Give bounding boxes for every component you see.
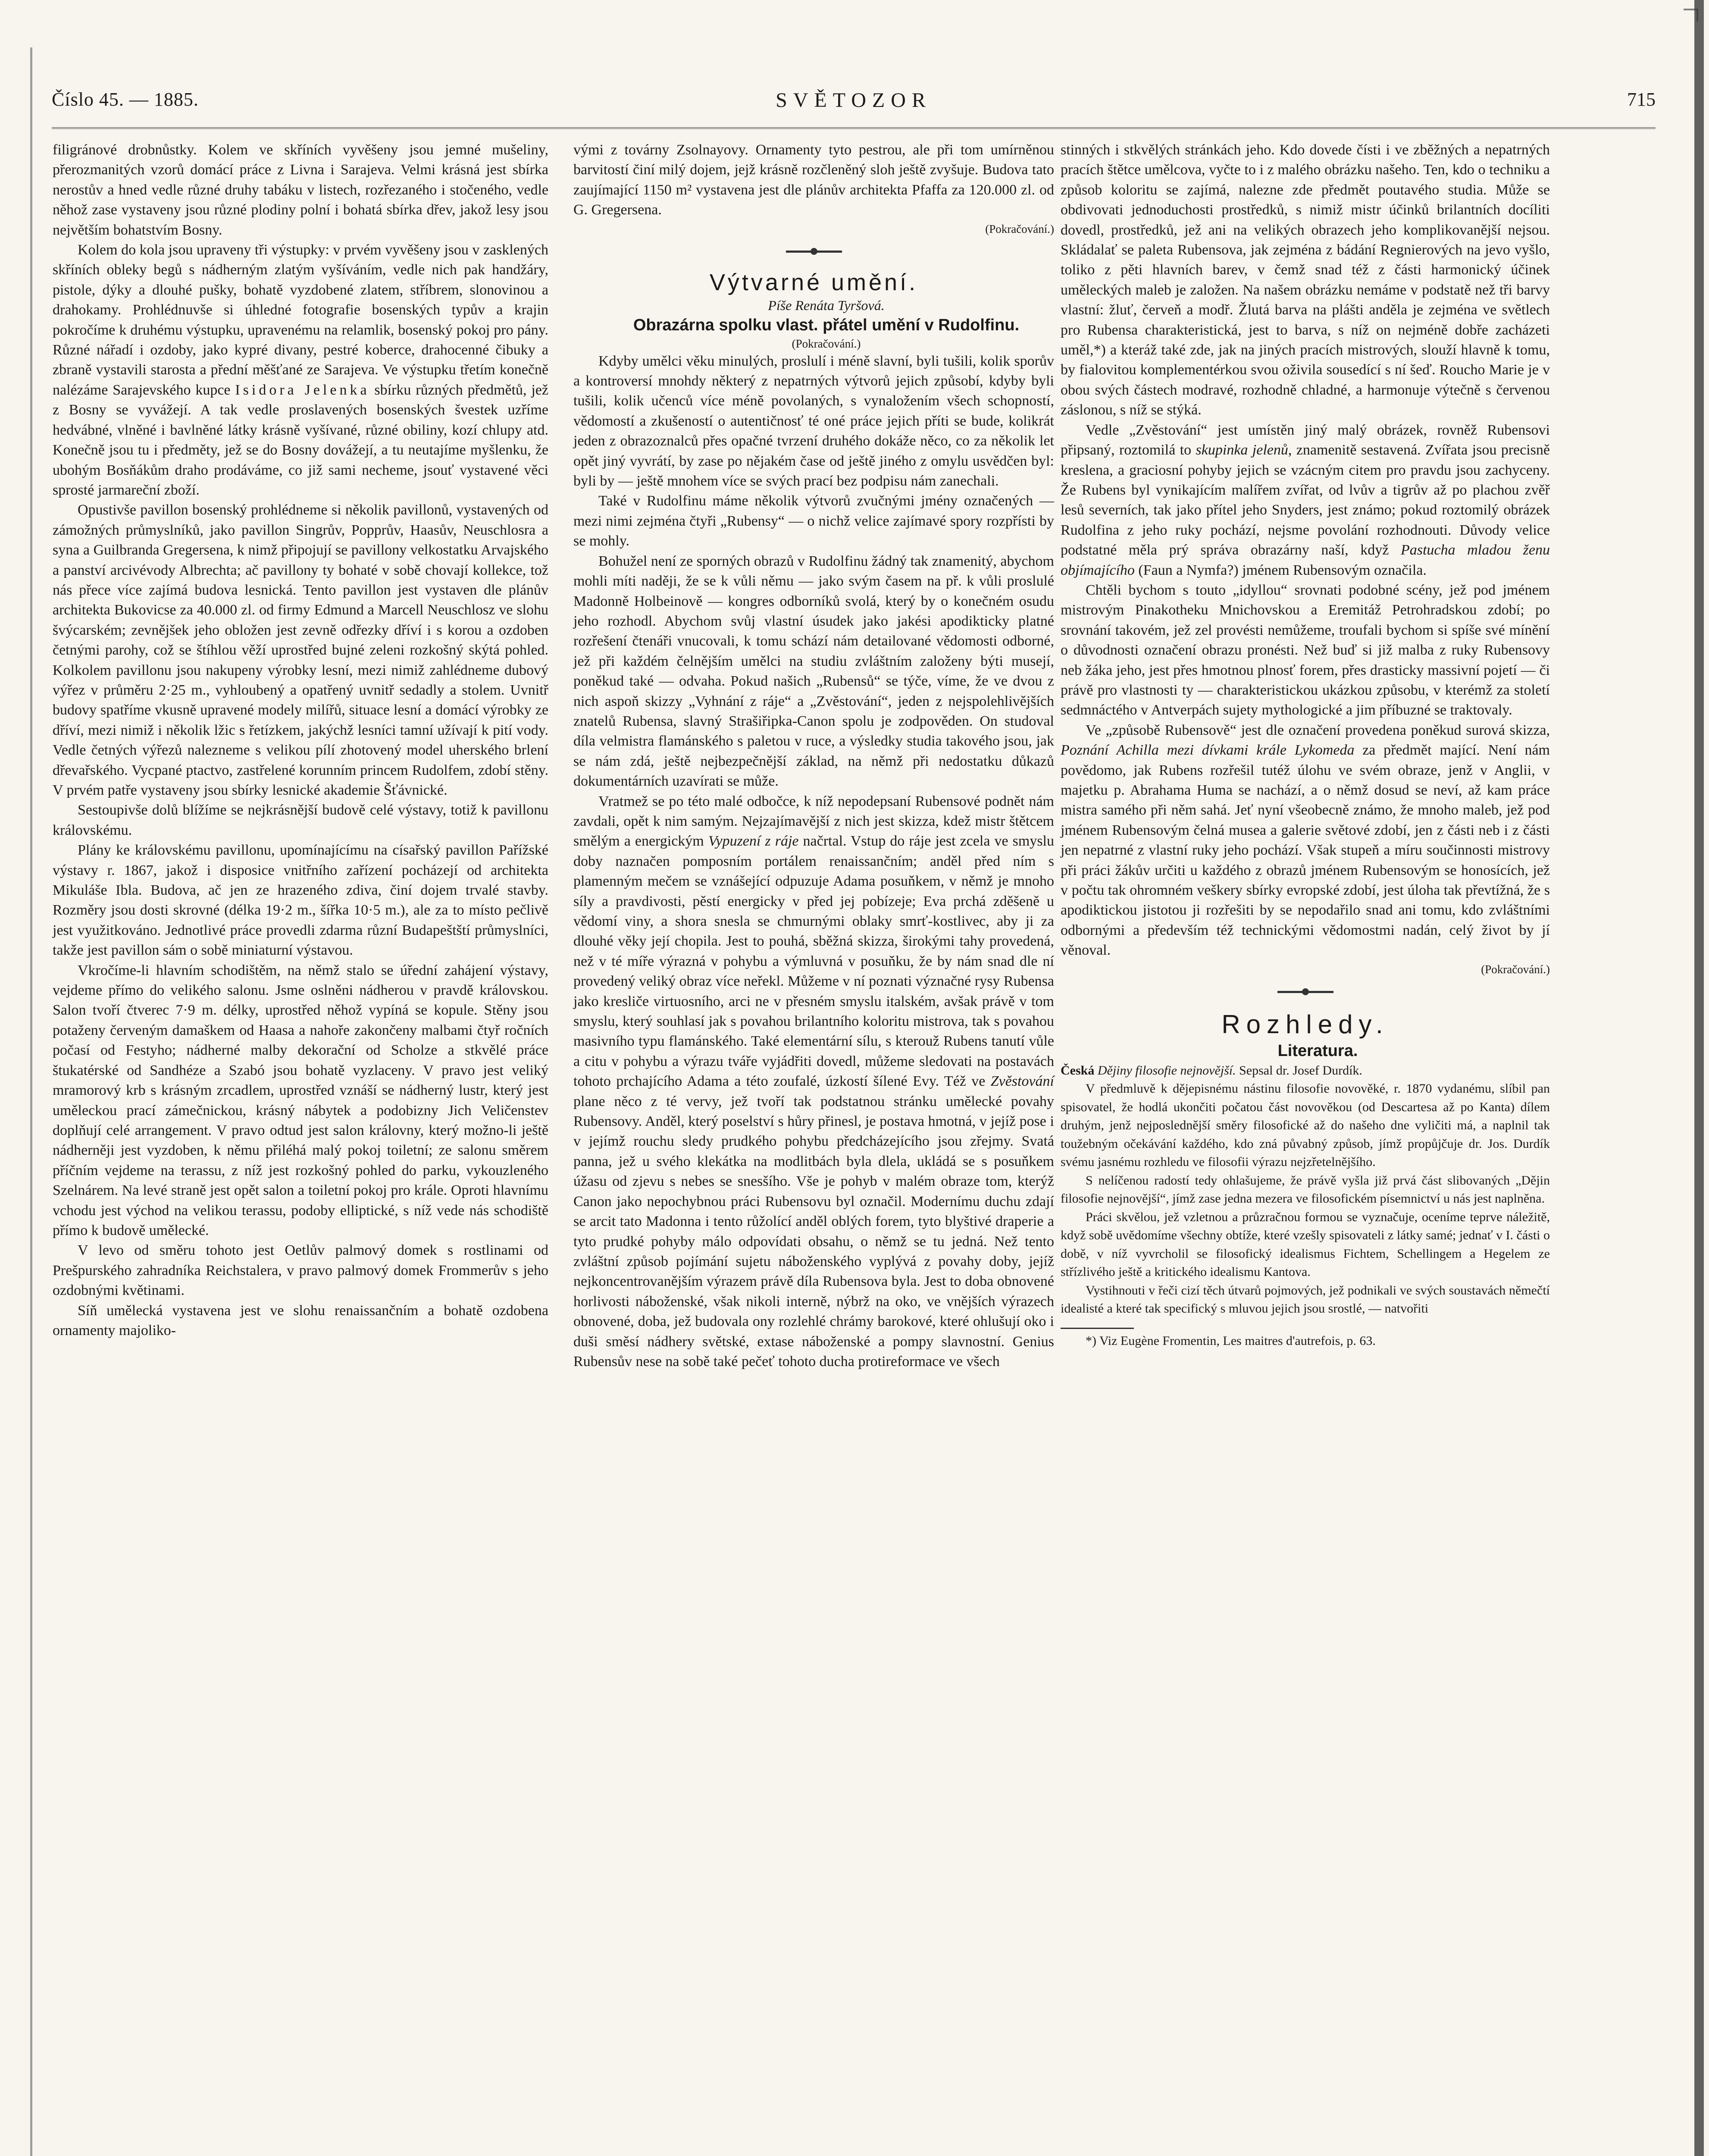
page-number: 715 — [1627, 89, 1656, 110]
article-author: Píše Renáta Tyršová. — [768, 297, 885, 313]
paragraph: Vystihnouti v řeči cizí těch útvarů pojmových, jež podnikali ve svých soustavách němečtí idealisté a které tak specifický s mluvou jejich jsou srostlé, — natvořiti — [1061, 1283, 1550, 1316]
paragraph: Také v Rudolfinu máme několik výtvorů zvučnými jmény označených — mezi nimi zejména čtyři „Rubensy“ — o nichž velice zajímavé spory rozpřísti by se mohly. — [573, 493, 1054, 549]
paragraph: Kolem do kola jsou upraveny tři výstupky: v prvém vyvěšeny jsou v zasklených skříních obleky begů s nádherným zlatým vyšíváním, vedle nich pak handžáry, pistole, dýky a dlouhé pušky, bohatě vyzdobené zlatem, stříbrem, slonovinou a drahokamy. Prohlédnuvše si úhledné fotografie bosenských typův a krajin pokročíme k druhému výstupku, upravenému na relamlik, bosenský pokoj pro pány. Různé nářadí i ozdoby, jako kypré divany, pestré koberce, drahocenné čibuky a zbraně vystavili starosta a přední měšťané ze Sarajeva. Ve výstupku třetím konečně nalézáme Sarajevského kupce Isidora Jelenka sbírku různých předmětů, jež z Bosny se vyvážejí. A tak vedle proslavených bosenských švestek uzříme hedvábné, vlněné i bavlněné látky krásně vyšívané, různé obiliny, kozí chlupy atd. Konečně jsou tu i předměty, jež se do Bosny dovážejí, a tu neutajíme myšlenku, že ubohým Bosňákům draho prodáváme, co již sami necheme, jsouť vystavené věci sprosté jarmareční zboží. — [53, 242, 548, 498]
paragraph: filigránové drobnůstky. Kolem ve skříních vyvěšeny jsou jemné mušeliny, přerozmanitých vzorů domácí práce z Livna i Sarajeva. Velmi krásná jest sbírka nerostův a hned vedle různé druhy tabáku v listech, rozřezaného i stočeného, vedle něhož zase vystaveny jsou různé plodiny polní i bohatá sbírka dřev, jakož lesy jsou největším bohatstvím Bosny. — [53, 142, 548, 238]
paragraph: S nelíčenou radostí tedy ohlašujeme, že právě vyšla již prvá část slibovaných „Dějin filosofie nejnovější“, jímž zase jedna mezera ve filosofickém písemnictví u nás jest naplněna. — [1061, 1173, 1550, 1206]
page-left-edge — [30, 47, 32, 2156]
page-header — [52, 88, 1656, 127]
continuation-note: (Pokračování.) — [1481, 962, 1550, 976]
section-divider — [1061, 978, 1550, 1005]
review-heading: Česká Dějiny filosofie nejnovější. Sepsal dr. Josef Durdík. — [1061, 1063, 1362, 1078]
continuation-label: (Pokračování.) — [792, 337, 861, 350]
paragraph: Plány ke královskému pavillonu, upomínajícímu na císařský pavillon Pařížské výstavy r. 1867, jakož i disposice vnitřního zařízení pocházejí od architekta Mikuláše Ibla. Budova, ač jen ze hrazeného zdiva, činí dojem trvalé stavby. Rozměry jsou dosti skrovné (délka 19·2 m., šířka 10·5 m.), ale za to místo pečlivě jest využitkováno. Jednotlivé práce provedli zdarma různí Budapeštští průmyslníci, takže jest pavillon sám o sobě miniaturní výstavou. — [53, 842, 548, 959]
paragraph: stinných i stkvělých stránkách jeho. Kdo dovede čísti i ve zběžných a nepatrných pracích štětce umělcova, vyčte to i z malého obrázku našeho. Ten, kdo o techniku a způsob koloritu se zajímá, nalezne zde předmět poutavého studia. Může se obdivovati jednoduchosti prostředků, s nimiž mistr účinků brilantních docíliti dovedl, prostředků, jež ani na velikých obrazech jeho komplikovanější nejsou. Skládalať se paleta Rubensova, jak zejména z bádání Regnierových na jevo vyšlo, toliko z pěti hlavních barev, v čemž snad též z části harmonický účinek uměleckých maleb je založen. Na našem obrázku nemáme v podstatě než tři barvy vlastní: žluť, červeň a modř. Žlutá barva na plášti anděla je zejména ve světlech pro Rubensa charakteristická, jest to barva, s níž on nejméně dobře zacházeti uměl,*) a kteráž také zde, jak na jiných pracích mistrových, slouží hlavně k tomu, by fialovitou komplementérkou svou oživila sousedící s ní šeď. Roucho Marie je v obou svých částech modravé, rozhodně chladné, a harmonuje výtečně s červenou záslonou, s níž se stýká. — [1061, 142, 1550, 418]
paragraph: V levo od směru tohoto jest Oetlův palmový domek s rostlinami od Prešpurského zahradníka Reichstalera, v pravo palmový domek Frommerův s jeho ozdobnými květinami. — [53, 1242, 548, 1299]
page-corner-mark — [1684, 9, 1698, 22]
paragraph: Bohužel není ze sporných obrazů v Rudolfinu žádný tak znamenitý, abychom mohli míti naději, že se k vůli němu — jako svým časem na př. k vůli proslulé Madonně Holbeinově — kongres odborníků svolá, který by o konečném osudu jeho rozhodl. Abychom svůj vlastní úsudek jako jakési apodikticky platné rozřešení čtenáři vnucovali, k tomu schází nám detailované vědomosti odborné, jež při každém čelnějším umělci na studiu zvláštním založeny býti musejí, poněkud také — odvaha. Pokud našich „Rubensů“ se týče, víme, že ve dvou z nich aspoň skizzy „Vyhnání z ráje“ a „Zvěstování“, jeden z nejspolehlivějších znatelů Rubensa, slavný Strašiřipka-Canon spolu je zodpověden. On studoval díla velmistra flamánského s paletou v ruce, a výsledky studia takového jsou, jak se nám zdá, ještě nejbezpečnější základ, na němž při nedostatku důkazů dokumentárních uzavírati se může. — [573, 553, 1054, 790]
literature-review — [1061, 1062, 1550, 1318]
footnote-rule — [1061, 1328, 1134, 1329]
section-divider — [573, 238, 1054, 264]
paragraph: Vkročíme-li hlavním schodištěm, na němž stalo se úřední zahájení výstavy, vejdeme přímo do velikého salonu. Jsme oslněni nádherou v pravdě královskou. Salon tvoří čtverec 7·9 m. délky, uprostřed něhož vypíná se kopule. Stěny jsou potaženy červeným damaškem od Haasa a nahoře zakončeny malbami čtyř ročních počasí od Festyho; nádherné malby dekorační od Scholze a stkvělé práce štukatérské od Sandhéze a Szabó jsou bohatě vyzlaceny. V pravo jest veliký mramorový krb s krásným zrcadlem, uprostřed vznáší se nádherný lustr, který jest uměleckou prací zámečnickou, krásný nábytek a podobizny Jich Veličenstev doplňují celé arrangement. V pravo odtud jest salon královny, který možno-li ještě nádherněji jest vyzdoben, k němu přiléhá malý pokoj toiletní; ze salonu směrem příčním vejdeme na terassu, z níž jest rozkošný pohled do parku, vykouzleného Szelnárem. Na levé straně jest opět salon a toiletní pokoj pro krále. Oproti hlavnímu vchodu jest východ na velikou terassu, podoby elliptické, s níž vede nás schodiště přímo k budově umělecké. — [53, 962, 548, 1238]
column-3 — [1061, 140, 1550, 1350]
column-2 — [573, 140, 1054, 1372]
continuation-note: (Pokračování.) — [985, 222, 1054, 235]
paragraph: Chtěli bychom s touto „idyllou“ srovnati podobné scény, jež pod jménem mistrovým Pinakotheku Mnichovskou a Eremitáž Petrohradskou zdobí; po srovnání takovém, jež zel provésti nemůžeme, troufali bychom si spíše své mínění o důvodnosti označení obrazu pronésti. Než buď si již malba z ruky Rubensovy neb žáka jeho, jest přes hmotnou plnosť forem, přes drasticky massivní pojetí — či právě pro vlastnosti ty — charakteristickou ukázkou způsobu, v kterémž za století sedmnáctého v Antverpách sujety mythologické a jim příbuzné se traktovaly. — [1061, 582, 1550, 718]
section-title: Výtvarné umění. — [709, 269, 918, 295]
paragraph: Ve „způsobě Rubensově“ jest dle označení provedena poněkud surová skizza, Poznání Achilla mezi dívkami krále Lykomeda za předmět mající. Není nám povědomo, jak Rubens rozřešil tutéž úlohu ve svém obraze, jenž v Anglii, v majetku p. Abrahama Huma se nachází, a o němž dosud se neví, až kam práce mistra samého při něm sahá. Jeť nyní všeobecně známo, že mnoho maleb, jež pod jménem Rubensovým čelná musea a galerie světové zdobí, jen z části neb i z části jen nepatrné z vlastní ruky jeho pochází. Však stupeň a míru součinnosti mistrovy při práci žákův určiti u každého z obrazů jménem Rubensovým se honosících, jež v počtu tak ohromném veškery sbírky evropské zdobí, jest úloha tak převtížná, že s apodiktickou jistotou ji rozřešiti by se nepodařilo snad ani tomu, kdo zvláštními odbornými a především též technickými vědomostmi nadán, celý život by jí věnoval. — [1061, 722, 1550, 959]
section-title: Rozhledy. — [1221, 1009, 1389, 1039]
header-rule — [52, 127, 1656, 129]
paragraph: V předmluvě k dějepisnému nástinu filosofie novověké, r. 1870 vydanému, slíbil pan spisovatel, že hodlá ukončiti počatou část novověkou (od Descartesa až po Kanta) dílem druhým, jenž nejposlednější směry filosofické až do našeho dne vyličiti má, a naplnil tak toužebným očekávání každého, kdo zná půvabný způsob, jímž propůjčuje dr. Jos. Durdík svému jasnému rozhledu ve filosofii výrazu nejzřetelnějšího. — [1061, 1081, 1550, 1169]
paragraph: Sestoupivše dolů blížíme se nejkrásnější budově celé výstavy, totiž k pavillonu královskému. — [53, 802, 548, 838]
paragraph: vými z továrny Zsolnayovy. Ornamenty tyto pestrou, ale při tom umírněnou barvitostí činí milý dojem, jejž krásně rozčleněný sloh ještě zvyšuje. Budova tato zaujímající 1150 m² vystavena jest dle plánův architekta Pfaffa za 120.000 zl. od G. Gregersena. — [573, 142, 1054, 218]
paragraph: Vedle „Zvěstování“ jest umístěn jiný malý obrázek, rovněž Rubensovi připsaný, roztomilá to skupinka jelenů, znamenitě sestavená. Zvířata jsou precisně kreslena, a graciosní pohyby jejich se vzácným citem pro pravdu jsou zachyceny. Že Rubens byl vynikajícím malířem zvířat, od lvův a tigrův až po plachou zvěř lesů severních, tak jako přítel jeho Snyders, jest známo; pokud roztomilý obrázek Rudolfina z jeho ruky pochází, nejsme povolání rozhodnouti. Důvody velice podstatné měla prý správa obrazárny naší, když Pastucha mladou ženu objímajícího (Faun a Nymfa?) jménem Rubensovým označila. — [1061, 422, 1550, 578]
journal-title: SVĚTOZOR — [776, 89, 932, 112]
paragraph: Práci skvělou, jež vzletnou a průzračnou formou se vyznačuje, oceníme teprve náležitě, když sobě uvědomíme všechny obtíže, které vzešly spisovateli z látky samé; jednať v I. části o době, v níž vyvrcholil se filosofický idealismus Fichtem, Schellingem a Hegelem ze střízlivého ještě a kritického idealismu Kantova. — [1061, 1210, 1550, 1279]
article-subtitle: Obrazárna spolku vlast. přátel umění v Rudolfinu. — [633, 316, 1020, 334]
subsection-title: Literatura. — [1277, 1041, 1358, 1060]
paragraph: Kdyby umělci věku minulých, proslulí i méně slavní, byli tušili, kolik sporův a kontroversí mnohdy některý z nepatrných výtvorů jejich způsobí, kdyby byli tušili, kolik učenců více méně povolaných, s vynaložením všech schopností, vědomostí a zkušeností o autentičnosť té oné práce jejich příti se bude, kolikrát jeden z obrazoznalců přes opačné tvrzení druhého dokáže něco, co za několik let opět jiný vyvrátí, by zase po nějakém čase od ještě jiného z omylu usvědčen byl: byli by — ještě mnohem více se svých prací bez podpisu nám zanechali. — [573, 353, 1054, 489]
paragraph: Síň umělecká vystavena jest ve slohu renaissančním a bohatě ozdobena ornamenty majoliko- — [53, 1302, 548, 1338]
column-1 — [53, 140, 548, 1341]
page-right-edge — [1694, 0, 1704, 2156]
footnote: *) Viz Eugène Fromentin, Les maitres d'autrefois, p. 63. — [1086, 1333, 1376, 1348]
paragraph: Vratmež se po této malé odbočce, k níž nepodepsaní Rubensové podnět nám zavdali, opět k nim samým. Nejzajímavější z nich jest skizza, kdež mistr štětcem smělým a energickým Vypuzení z ráje načrtal. Vstup do ráje jest zcela ve smyslu doby naznačen pomposním portálem renaissančním; anděl před ním s plamenným mečem se vznášející odpuzuje Adama posuňkem, v němž je mnoho síly a pravdivosti, pěstí energicky v před jej pobízeje; Eva prchá zděšeně u vědomí viny, a shora snesla se chmurnými oblaky smrť-kostlivec, aby ji za dlouhé věky její chopila. Jest to pouhá, sběžná skizza, širokými tahy provedená, než v té míře výrazná v pohybu a výmluvná v posuňku, že by nám snad dle ní provedený veliký obraz více neřekl. Můžeme v ní poznati význačné rysy Rubensa jako kresliče virtuosního, arci ne v přesném smyslu italském, avšak právě v tom smyslu, který souhlasí jak s povahou brilantního koloritu mistrova, tak s povahou masivního typu flamánského. Také elementární sílu, s kterouž Rubens tanutí vůle a citu v pohybu a výrazu tváře vyjádřiti dovedl, můžeme sledovati na postavách tohoto prchajícího Adama a této zoufalé, úzkostí šílené Evy. Též ve Zvěstování plane něco z té vervy, jež tvoří tak podstatnou stránku umělecké povahy Rubensovy. Anděl, který poselství s hůry přinesl, je postava hmotná, v jejíž pose i v jejímž rouchu sledy prudkého pohybu předcházejícího jsou zřejmy. Svatá panna, jež u svého klekátka na modlitbách byla dlela, ukládá se s posuňkem úžasu od zjevu s nebes se snesšího. Vše je pohyb v malém obraze tom, kterýž Canon jako nepochybnou práci Rubensovu byl označil. Modernímu duchu zdají se arcit tato Madonna i tento růžolící anděl oblých forem, tyto blyštivé draperie a tyto prudké pohyby málo odpovídati obsahu, o němž se tu jedná. Než tento zvláštní způsob pojímání sujetu náboženského vyplývá z povahy doby, jejíž nejkoncentrovanějším výrazem právě díla Rubensova byla. Jest to doba obnovené horlivosti náboženské, však nikoli interně, nýbrž na oko, ve vnějších výrazech obnovené, doba, jež budovala ony rozlehlé chrámy barokové, které ohlušují oko i duši směsí nádhery světské, extase náboženské a pompy slavnostní. Genius Rubensův nese na sobě také pečeť tohoto ducha protireformace ve všech — [573, 793, 1055, 1369]
issue-number: Číslo 45. — 1885. — [52, 89, 199, 110]
paragraph: Opustivše pavillon bosenský prohlédneme si několik pavillonů, vystavených od zámožných průmyslníků, jako pavillon Singrův, Popprův, Haasův, Neuschlosra a syna a Guilbranda Gregersena, k nimž připojují se pavillony velkostatku Arvajského a panství arcivévody Albrechta; ač pavillony ty bohaté v sobě chovají kollekce, tož nás přece více zajímá budova lesnická. Tento pavillon jest vystaven dle plánův architekta Bukovicse za 40.000 zl. od firmy Edmund a Marcell Neuschlosz ve slohu švýcarském; zevnějšek jeho obložen jest zevně odřezky dříví i s korou a ozdoben četnými parohy, což se štíhlou věží uprostřed bujné zeleni rozkošný skýtá pohled. Kolkolem pavillonu jsou nakupeny výrobky lesní, mezi nimiž zahlédneme dubový výřez v průměru 2·25 m., vyhloubený a opatřený uvnitř sedadly a stolem. Uvnitř budovy spatříme vkusně upravené modely milířů, situace lesní a domácí výrobky ze dříví, mezi nimiž i několik lžic s řetízkem, jakýchž lesníci tamní užívají k pití vody. Vedle četných výřezů nalezneme s velikou pílí zhotovený model uherského brlení dřevařského. Vycpané ptactvo, zastřelené korunním princem Rudolfem, zdobí stěny. V prvém patře vystaveny jsou sbírky lesnické akademie Šťávnické. — [53, 502, 548, 798]
